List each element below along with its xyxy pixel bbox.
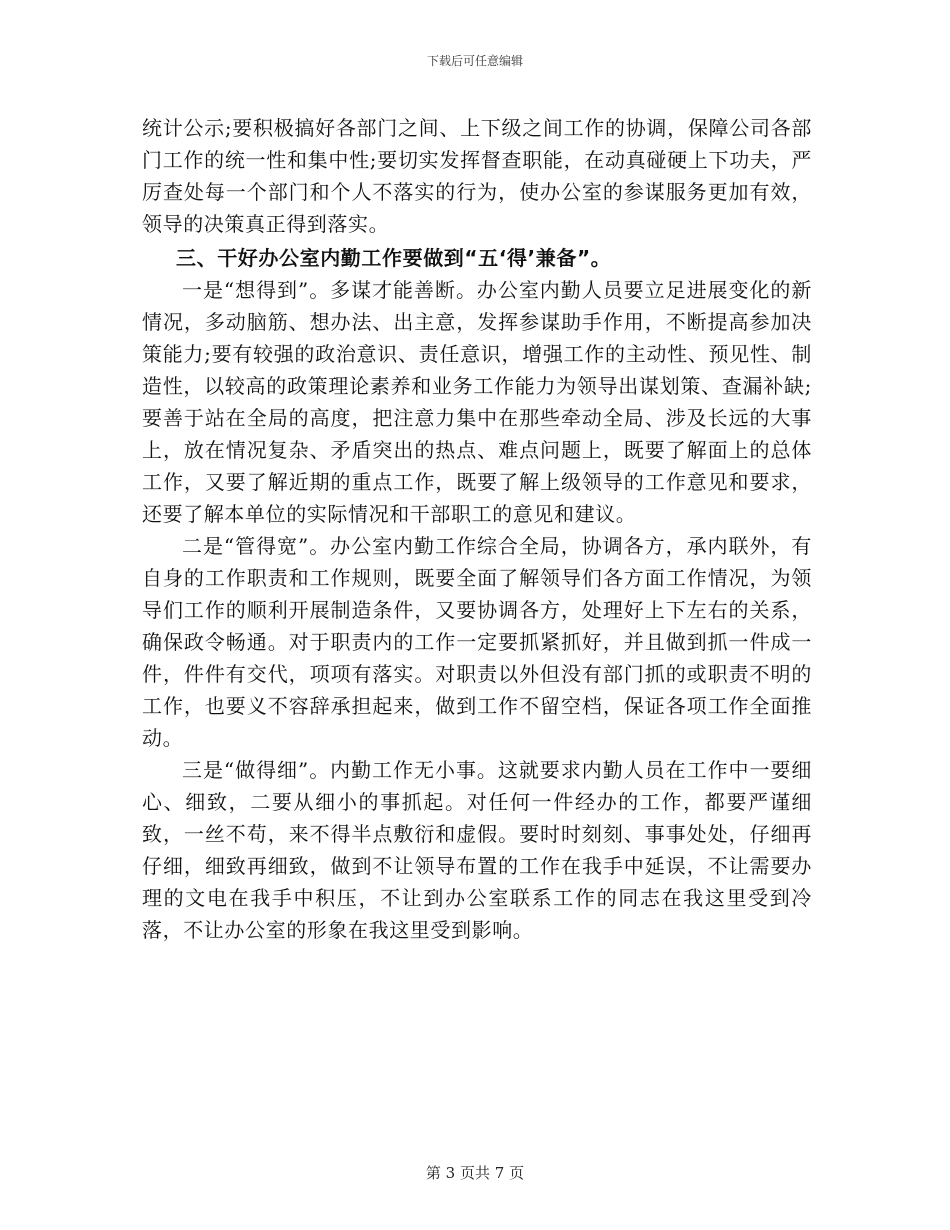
section-heading: 三、干好办公室内勤工作要做到“五‘得’兼备”。 <box>176 246 612 270</box>
paragraph-work-carefully: 三是“做得细”。内勤工作无小事。这就要求内勤人员在工作中一要细心、细致，二要从细小的事抓起。对任何一件经办的工作，都要严谨细致，一丝不苟，来不得半点敷衍和虚假。要时时刻刻、事事处处，仔细再仔细，细致再细致，做到不让领导布置的工作在我手中延误，不让需要办理的文电在我手中积压，不让到办公室联系工作的同志在我这里受到冷落，不让办公室的形象在我这里受到影响。 <box>142 758 812 942</box>
paragraph-manage-broadly: 二是“管得宽”。办公室内勤工作综合全局，协调各方，承内联外，有自身的工作职责和工作规则，既要全面了解领导们各方面工作情况，为领导们工作的顺利开展制造条件，又要协调各方，处理好上下左右的关系，确保政令畅通。对于职责内的工作一定要抓紧抓好，并且做到抓一件成一件，件件有交代，项项有落实。对职责以外但没有部门抓的或职责不明的工作，也要义不容辞承担起来，做到工作不留空档，保证各项工作全面推动。 <box>142 534 812 750</box>
page-number: 第 3 页共 7 页 <box>425 1164 525 1182</box>
document-body <box>142 112 812 946</box>
page-header: 下载后可任意编辑 <box>426 54 523 68</box>
paragraph-continuation: 统计公示;要积极搞好各部门之间、上下级之间工作的协调，保障公司各部门工作的统一性和集中性;要切实发挥督查职能，在动真碰硬上下功夫，严厉查处每一个部门和个人不落实的行为，使办公室的参谋服务更加有效，领导的决策真正得到落实。 <box>142 116 812 236</box>
paragraph-think-ahead: 一是“想得到”。多谋才能善断。办公室内勤人员要立足进展变化的新情况，多动脑筋、想办法、出主意，发挥参谋助手作用，不断提高参加决策能力;要有较强的政治意识、责任意识，增强工作的主动性、预见性、制造性，以较高的政策理论素养和业务工作能力为领导出谋划策、查漏补缺;要善于站在全局的高度，把注意力集中在那些牵动全局、涉及长远的大事上，放在情况复杂、矛盾突出的热点、难点问题上，既要了解面上的总体工作，又要了解近期的重点工作，既要了解上级领导的工作意见和要求，还要了解本单位的实际情况和干部职工的意见和建议。 <box>142 278 812 526</box>
